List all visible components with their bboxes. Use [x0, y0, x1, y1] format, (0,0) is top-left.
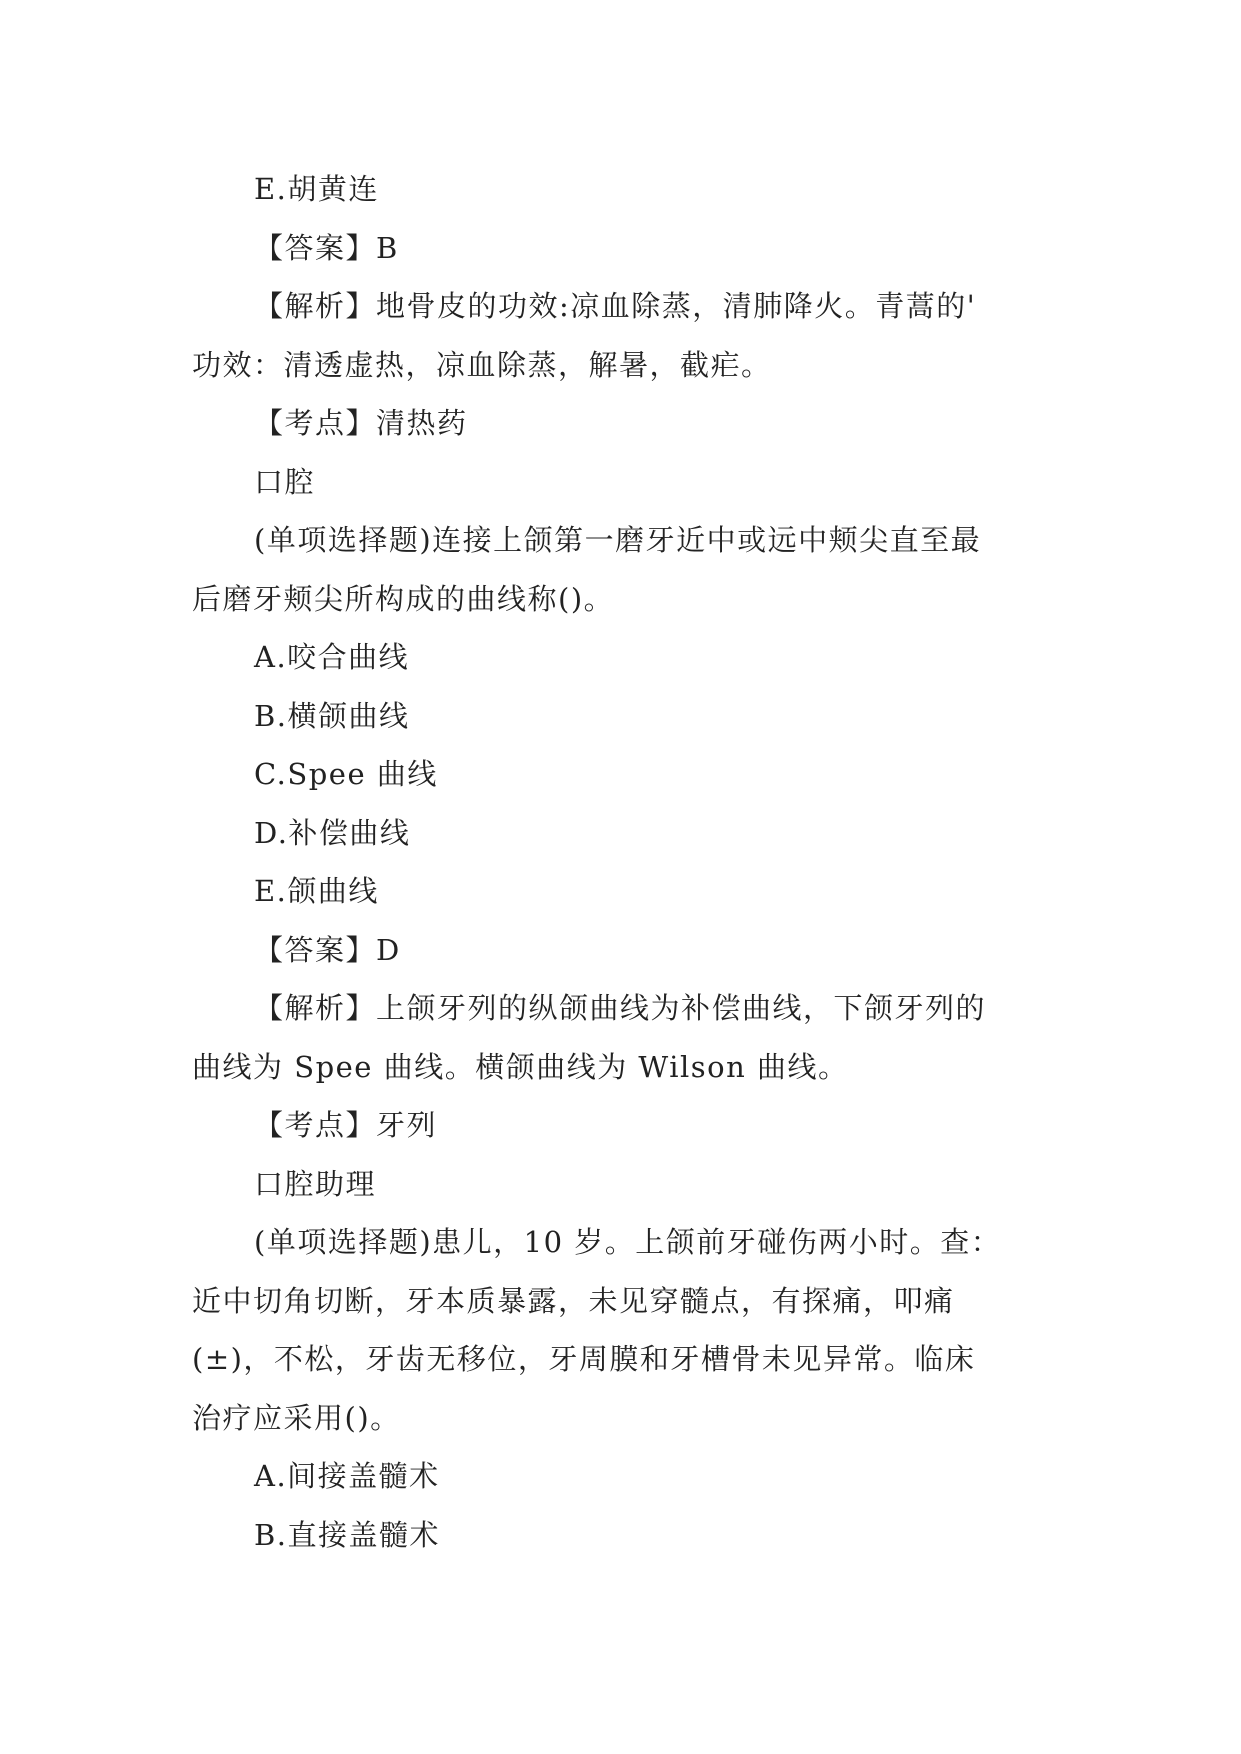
question-continued-line: 近中切角切断，牙本质暴露，未见穿髓点，有探痛，叩痛	[192, 1283, 955, 1318]
option-b-line: B.直接盖髓术	[254, 1517, 441, 1552]
option-c-line: C.Spee 曲线	[254, 757, 438, 791]
explanation-line: 【解析】上颌牙列的纵颌曲线为补偿曲线，下颌牙列的	[254, 991, 987, 1025]
question-line: (单项选择题)患儿，10 岁。上颌前牙碰伤两小时。查：	[254, 1225, 1002, 1259]
document-body	[192, 160, 1060, 1564]
option-a-line: A.间接盖髓术	[254, 1459, 440, 1493]
section-heading: 口腔	[254, 464, 316, 499]
option-a-line: A.咬合曲线	[254, 640, 410, 674]
option-e-line: E.颌曲线	[254, 874, 379, 908]
explanation-continued-line: 曲线为 Spee 曲线。横颌曲线为 Wilson 曲线。	[192, 1049, 849, 1084]
question-continued-line: 治疗应采用()。	[192, 1400, 401, 1435]
option-e-line: E.胡黄连	[254, 172, 379, 206]
explanation-line: 【解析】地骨皮的功效:凉血除蒸，清肺降火。青蒿的'	[254, 289, 977, 323]
answer-line: 【答案】D	[254, 932, 401, 967]
question-continued-line: (±)，不松，牙齿无移位，牙周膜和牙槽骨未见异常。临床	[192, 1342, 976, 1376]
key-point-line: 【考点】牙列	[254, 1108, 438, 1142]
answer-line: 【答案】B	[254, 230, 399, 265]
section-heading: 口腔助理	[254, 1166, 377, 1201]
key-point-line: 【考点】清热药	[254, 406, 468, 440]
question-continued-line: 后磨牙颊尖所构成的曲线称()。	[192, 581, 615, 616]
option-d-line: D.补偿曲线	[254, 815, 411, 850]
question-line: (单项选择题)连接上颌第一磨牙近中或远中颊尖直至最	[254, 523, 982, 557]
option-b-line: B.横颌曲线	[254, 698, 410, 733]
explanation-continued-line: 功效：清透虚热，凉血除蒸，解暑，截疟。	[192, 347, 772, 382]
